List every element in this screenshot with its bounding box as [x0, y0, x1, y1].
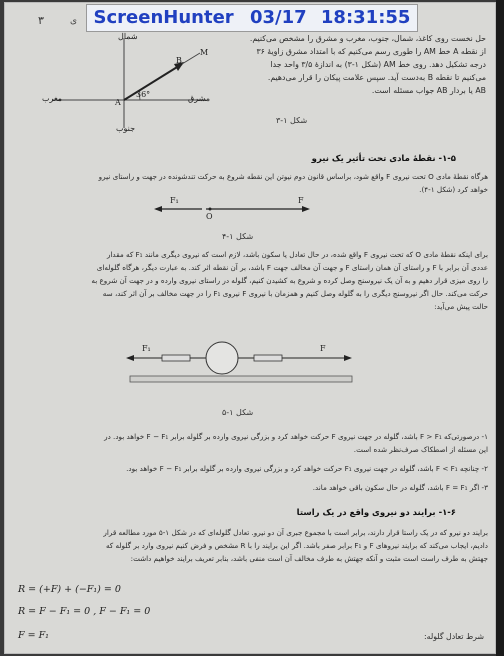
intro-line: از نقطه A خط AM را طوری رسم می‌کنیم که با امتداد مشرق زاویهٔ ۳۶ [256, 47, 486, 56]
paragraph-2-line: برای اینکه نقطهٔ مادی O که تحت نیروی F واقع شده، در حال تعادل یا سکون باشد، لازم است که نیروی دیگری مانند F₁ که مقدار [106, 250, 488, 259]
watermark-date: 03/17 [249, 7, 307, 28]
section-1-6-line: جهتش به طرف راست است مثبت و آنکه جهتش به طرف مخالف آن است منفی باشد، بنابر تعریف برایند خواهیم داشت: [130, 554, 488, 563]
case-line: این مسئله از اصطکاک صرف‌نظر شده است. [353, 445, 488, 454]
figure-east-label: مشرق [188, 94, 211, 103]
intro-line: می‌کنیم تا نقطه B به‌دست آید. سپس علامت پیکان را قرار می‌دهیم. [267, 73, 486, 82]
section-1-6-line: دادیم، ایجاب می‌کند که برایند نیروهای F و F₁ برابر صفر باشد. اگر این برایند را با R مشخص و فرض کنیم نیروی وارد بر گلوله که [105, 541, 488, 550]
ball [206, 342, 238, 374]
watermark-time: 18:31:55 [320, 7, 411, 28]
figure-1-3-caption: شکل ۱-۳ [276, 116, 308, 125]
intro-line: AB یا بردار AB جواب مسئله است. [371, 86, 486, 95]
figure-north-label: شمال [118, 32, 138, 41]
section-1-5-line: هرگاه نقطهٔ مادی O تحت نیروی F واقع شود، براساس قانون دوم نیوتن این نقطه شروع به حرکت تندشونده در جهت و راستای نیرو [98, 172, 488, 181]
screenhunter-watermark [86, 4, 418, 32]
section-1-5-line: خواهد کرد (شکل ۱-۴). [419, 185, 488, 194]
footer-text: شرط تعادل گلوله: [424, 632, 484, 641]
paragraph-2-line: حرکت می‌کند. حال اگر نیروسنج دیگری را به گلوله وصل کنیم و همزمان با نیروی F نیروی F₁ را در جهت مخالف بر آن اثر کند، سه [102, 289, 488, 298]
figure-angle: 36° [136, 90, 151, 99]
figure-south-label: جنوب [116, 124, 136, 133]
figure-point-b: B [176, 56, 182, 65]
figure-1-4-caption: شکل ۱-۴ [222, 232, 254, 241]
case-line: ۳- اگر F = F₁ باشد، گلوله در حال سکون باقی خواهد ماند. [312, 483, 488, 492]
watermark-app: ScreenHunter [93, 7, 234, 28]
figure-1-5-caption: شکل ۱-۵ [222, 408, 254, 417]
section-1-5-paragraph [18, 170, 488, 196]
figure-point-a: A [115, 98, 121, 107]
case-line: ۲- چنانچه F < F₁ باشد، گلوله در جهت نیروی F₁ حرکت خواهد کرد و بزرگی نیروی وارده بر گلوله برابر F − F₁ خواهد بود. [126, 464, 488, 473]
figure-1-5 [116, 336, 366, 388]
equation-3: F = F₁ [18, 630, 49, 641]
figure-1-4-o: O [206, 212, 213, 221]
case-line: ۱- درصورتی‌که F > F₁ باشد، گلوله در جهت نیروی F حرکت خواهد کرد و بزرگی نیروی وارده بر گلوله برابر F − F₁ خواهد بود. در [104, 432, 488, 441]
figure-west-label: مغرب [42, 94, 63, 103]
section-1-5-heading: ۱-۵- نقطهٔ مادی تحت تأثیر یک نیرو [311, 154, 456, 164]
section-1-6-paragraph [18, 526, 488, 565]
equation-2: R = F − F₁ = 0 , F − F₁ = 0 [18, 606, 151, 617]
figure-1-5-f1: F₁ [142, 344, 151, 353]
intro-line: حل نخست روی کاغذ، شمال، جنوب، مغرب و مشرق را مشخص می‌کنیم. [249, 34, 486, 43]
figure-point-m: M [200, 48, 209, 57]
figure-1-4-f1: F₁ [170, 196, 179, 205]
header-fragment: ی [70, 16, 78, 26]
scanner-edge [496, 0, 504, 656]
figure-1-4-f: F [298, 196, 304, 205]
paragraph-2-line: حالت پیش می‌آید: [434, 302, 488, 311]
paragraph-2 [18, 248, 488, 313]
section-1-6-line: برایند دو نیرو که در یک راستا قرار دارند، برابر است با مجموع جبری آن دو نیرو. تعادل گلوله‌ای که در شکل ۱-۵ مورد مطالعه قرار [103, 528, 488, 537]
paragraph-2-line: را روی میزی قرار دهیم و به آن یک نیروسنج وصل کرده و شروع به کشیدن کنیم، گلوله در راستای نیروی وارده و در جهت آن شروع به [91, 276, 488, 285]
paragraph-2-line: عددی آن برابر با F و راستای آن همان راستای F و جهت آن مخالف جهت F باشد، بر آن نقطه اثر کند. به عبارت دیگر، هرگاه گلوله‌ای [96, 263, 488, 272]
section-1-6-heading: ۱-۶- برایند دو نیروی واقع در یک راستا [296, 508, 456, 518]
cases-list [18, 430, 488, 494]
page-number: ۳ [38, 14, 44, 27]
document-page [4, 2, 496, 654]
figure-1-5-f: F [320, 344, 326, 353]
equation-1: R = (+F) + (−F₁) = 0 [18, 584, 121, 595]
intro-line: درجه تشکیل دهد. روی خط AM (شکل ۱-۳) به اندازهٔ ۳/۵ واحد جدا [270, 60, 486, 69]
vector-ab [124, 64, 182, 100]
intro-paragraph [214, 32, 486, 97]
